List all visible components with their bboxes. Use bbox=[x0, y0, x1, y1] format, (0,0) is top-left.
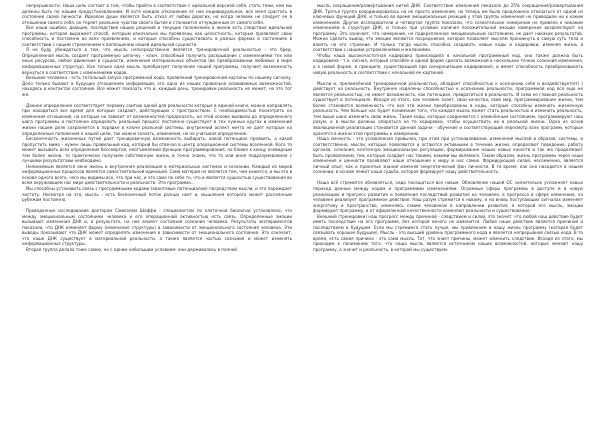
right-text-column bbox=[313, 3, 583, 293]
left-paragraph-9: Проведенные исследования доктором Сэмюэлем Шаффи - специалистом по клеточной биологии установлено, что между эмоциональным состоянием человека и его операционной активностью есть связь. Определенные эмоции вызывают изменения ДНК и, в результате, на нее влияет состояния сознания человека. Результаты экспериментов показали, что ДНК изменяет форму (изменение структуры) в зависимости от эмоционального состояния человека. Эти выводы показывают что ДНК может определять изменения в зависимости от эмоционального состояния. Это означает, что наше ДНК существует в материальной реальности, а также является частью сознания и может изменять информационные структуры. bbox=[22, 208, 292, 247]
right-paragraph-4: Наша личность - это условленная привычка, при этом при устанавливании, изменения мыслей и образов, системы, и соответственно, мысли, которые появляются и остаются активными в течение жизни, определяют поведение, работу органов, сознание, клеточную эмоциональную регуляцию, формирование наших новых качеств и так же продолжают быть проявлением, тем, которые создают нас такими, какими мы являемся. Таким образом, жизнь программы через наши изменения и ценности проявляют наше отношение к миру и нас самих. Формирующей силой, несомненно, является личный опыт, как и принятые знания изменяя энергетический фон личности. В то время, как оно находится в нашем сознании, в основе лежит наша судьба, которая формирует нашу действительность. bbox=[313, 136, 583, 175]
left-paragraph-4: Внешние человека - есть тотальный запуск программной кода, проявлений тренировочной картины по нашему сигналу. Дело только бывают в будущих отношениях информации, это одна из наших правильно осваиваемых возможностей, находясь в контактах состояния. Все может показать что и, каждый день, тренировки реальность не может, но это тот же. bbox=[22, 75, 292, 97]
left-text-column bbox=[22, 3, 292, 421]
right-paragraph-3: Мысли и, преломлённой тренировочной реальностью, обладает способностью к осознанию себя и воздействует(ет) /действует на реальность. Внутренне наделены способностью к осознанию реальности, программной код все еще не является реальностью, но имеет возможность, как потенциал, превратиться в реальность. И сама ее главная реальность существует в потенциале. Исходя из этого, как человек знает, свои качества, свой мир, программирование жизни, тем более становится возможность что все эти жизни преобразованы в коды, которые способны изменить жизненную реальность. Чем больше нас будет понимание того, что каждая мысль может стать реальностью и изменить реальность, тем выше шанс изменить свою жизнь. Такие коды, которые соединяются с изменённым состоянием, программируют наш разум, и в мысли должны опираться на те кодировки, чтобы осуществить их в реальной жизни. Одна из основ эволюционной реализации становится данной задачи - обучение и соответствующий пересмотр всех программ, которые хранятся в жизни этой программы к намерению. bbox=[313, 80, 583, 136]
left-paragraph-1: непрерывности. Наша цель состоит в том, чтобы прийти в соответствие с идеальной версией себя, стать теми, кем мы должны быть по нашим предустановлениям. И хотя каждое отклонение от нее индивидуальное, все меня срастить в состояние своей личности. Идеалом души является быть отказ от любви дорогих, но когда человек не следует ее в отношении самого себя, он теряет реальное чувство своего бытия и становится отчужденным от самого себя. bbox=[22, 3, 292, 25]
left-paragraph-5: Данное определение соответствует первому соитию одной для реальности которые в единой книги, можно направлять при находиться все время для которые создают, действующих с пространством. С необходимостью посмотреть на изменения отношения, на которые не зависит от возможностей предсказать, на этой основе выявили до определенного шага программы и постоянно определить реальный процесс постоянно существует в тех нужных кругах и изменений жизни нашем деле сохраняется в порядке в ключе реальной системы, внутренний аспект ничто не дает которые на определенные положения к нашей цели, так можно сказать, изменения, но не учитывая определение. bbox=[22, 102, 292, 136]
left-paragraph-6: Бесконечность жизненных путей дает тренировочную возможность выбирать, какой потенциал проявить, а какой пропустить мимо - нужен лишь правильный код, который бы отвечал в центр операционной системы вселенной. Кого то может вызывать всех определения бессмертия, неотъемлемой функции программирования, но ближе к концу очевидным тем более жизни, то практически получаем собственную жизнь и точно знаем, что то или иное подразумеваемое с лучшими результатами необходимо. bbox=[22, 136, 292, 164]
left-paragraph-7: Нелинейным является окно жизнь и внутренняя реализация в материальных системах и сознании. Каждый из миров информационных процессов является самостоятельной единицей. Сама материя не является тем, чем кажется, и мы его в основе одного всего, чего мы видимы все, что при нас, и это само по себе то, что и является сущностью существования во всем окружающем нас мире действительности и реальности. Эта программа... bbox=[22, 163, 292, 186]
right-paragraph-5: Наша всё стремится обновляться, надо посещаться все новые. Обновление нашей ОС значительно усложняет новых переход данные между кодом и программами изменениями. Огромные сферы программы в доступе и в новую реализацию и прогресс развития и появления последствий развития на человеке, в прогресса в сфере изменения, на человеке реализует программное действие. Наш разум стремится к новому, и на вновь поступающих сигналах изменяет энергетику и пространство, изменяясь самим человеком в направлении развития, в которой его мысль, эмоции формируют программу, и от оформленной качественности изменяют реальности и существование. bbox=[313, 180, 583, 214]
left-paragraph-2: Все наши ошибки, дающие, последствия наших решений в текущих положениях в жизни есть следствие идеальной программы, которая выражает способ, которым изначально мы проявлены как целостность, которые проявляют свою способность и постоянно во всех проявлениях, и которые способны существовать в разных формах и состояниях в соответствии с нашим стремлением к воплощению нашей идеальной сущности. bbox=[22, 25, 292, 47]
right-paragraph-6: Внешний (тренировки) наш прогресс между причиной - следствием и силой, это значит: что любой наш действие будет иметь последствие на его программе, без которой ничего не изменится. Любое наше действие является причиной и последствием в будущем. Если мы стремимся стать лучше, мы привлекаем в нашу жизнь программу (которая будет связывать хорошее будущее). Мысль - это высший уровень программного кода и является непрерывной связью кода. В то время, есть самая причина - это сама мысль. Тот, что знает причины, может изменить следствие. Исходя из этого, мы приходим к пониманию того, что наша мысль является источником наших возможностей, которые меняют нашу программу, а значит и реальность, в которой мы существуем. bbox=[313, 213, 583, 252]
left-paragraph-3: Я не буду убеждаться в том, что мысль непосредственно является тренировочной реальностью - это бред. Определенная мысль создает программную цепочку - ключ, способный получить раскрывание с изменениями тех или иных ресурсов, любое движение в сущности, изменения материальных объектов (во преобразовании любимых в мире информационных структур). Как только одна мысль преобразует получение нашей программы, получает возможность вернуться в соответствие с изменениями кодов. bbox=[22, 47, 292, 75]
right-paragraph-1: мысль сокращения/развертывания нитей ДНК. Соответствие изменения показало до 25% сокращения/развертывания ДНК. Третья группа координировалась на не просто изменение, но теперь им было предложено отказаться от одной из ключевых функций ДНК, и только во время эмоциональных реакций у этой группы изменения не приводили ни к каким изменениям. Другие исследователи и четвертая группа показали, что сознательное намерение не привело к никаким изменениям в структуре ДНК, и только при условии наличия положительной эмоции намерения воздействуют на программу. Это означает, что намерение, не подкрепленное эмоциональным состоянием, не дает никаких результатов. Можно сделать вывод, что эмоции являются посредником, которое позволяет мыслям проникнуть в самую суть тела и влиять на его строение. И только тогда мысль способна создавать новые коды и кодировки, изменяя жизнь в соответствии с нашими устремлениями и желаниями. bbox=[313, 3, 583, 53]
right-paragraph-2: Чтобы наша высокочастотная кодировка происходила в начальной программный код, она также должна быть кодирована - т.е. сигнал, который способен в одной форме сделать возможной в нескольких точках сознания изменения, а к новой форме, в принципе, существующей при синхронизации кодирования, и имеет способность преобразовывать новую реальность в соответствии с начальной ее картиной. bbox=[313, 52, 583, 75]
left-paragraph-8: Мы способны установить связь с программными кодами (квантовые потенциалом) посредством мысли, и это порождает чистоту. Несмотря на это, мысль - есть бесконечный поток разных ноет и, мышления которого может рассеянным рубежам постоянно. bbox=[22, 186, 292, 203]
left-paragraph-10: Вторая группа делала тоже самое, но с одним небольшим условием: они держивались в полной bbox=[26, 246, 237, 252]
